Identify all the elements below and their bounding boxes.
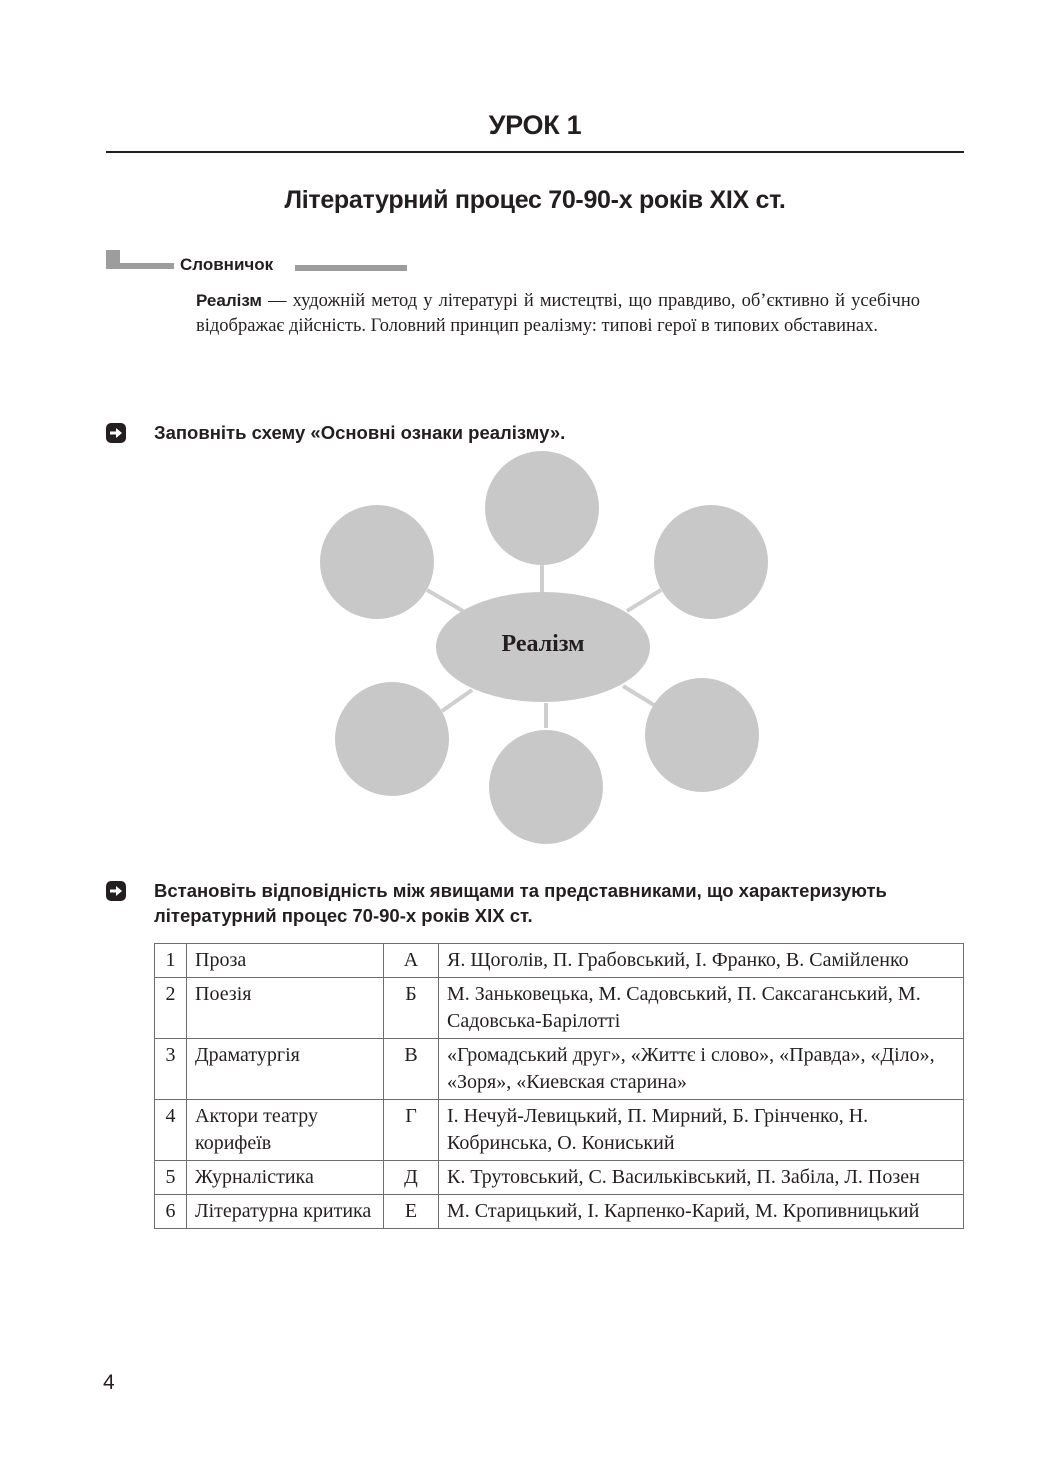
task-instruction: Заповніть схему «Основні ознаки реалізму».: [154, 422, 566, 443]
task-instruction-line-2: літературний процес 70-90-х років XIX ст.: [154, 904, 533, 926]
table-row: [155, 1039, 964, 1100]
topic-title: Літературний процес 70-90-х років XIX ст.: [284, 186, 786, 214]
empty-circle-lower-left[interactable]: [335, 682, 449, 796]
empty-circle-upper-right[interactable]: [654, 505, 768, 619]
page-number: 4: [103, 1371, 115, 1394]
representatives-cell: М. Заньковецька, М. Садовський, П. Саксаганський, М. Садовська-Барілотті: [439, 978, 964, 1039]
matching-table: [154, 943, 964, 1229]
representatives-cell: М. Старицький, І. Карпенко-Карий, М. Кропивницький: [439, 1195, 964, 1229]
row-number: 1: [155, 944, 187, 978]
table-row: [155, 978, 964, 1039]
empty-circle-top[interactable]: [485, 451, 599, 565]
option-letter: Б: [384, 978, 439, 1039]
option-letter: Е: [384, 1195, 439, 1229]
row-number: 6: [155, 1195, 187, 1229]
arrow-right-icon: [106, 881, 126, 901]
row-number: 5: [155, 1161, 187, 1195]
representatives-cell: К. Трутовський, С. Васильківський, П. Забіла, Л. Позен: [439, 1161, 964, 1195]
representatives-cell: Я. Щоголів, П. Грабовський, І. Франко, В. Самійленко: [439, 944, 964, 978]
connector-line: [623, 686, 654, 705]
table-row: [155, 1195, 964, 1229]
representatives-cell: «Громадський друг», «Життє і слово», «Правда», «Діло», «Зоря», «Киевская старина»: [439, 1039, 964, 1100]
task-instruction-line-1: Встановіть відповідність між явищами та представниками, що характеризують: [154, 880, 887, 901]
glossary-term: Реалізм: [196, 291, 262, 310]
connector-line: [442, 690, 472, 711]
option-letter: А: [384, 944, 439, 978]
representatives-cell: І. Нечуй-Левицький, П. Мирний, Б. Грінченко, Н. Кобринська, О. Кониський: [439, 1100, 964, 1161]
empty-circle-lower-right[interactable]: [645, 678, 759, 792]
table-row: [155, 1100, 964, 1161]
empty-circle-upper-left[interactable]: [320, 505, 434, 619]
connector-line: [427, 590, 463, 611]
option-letter: В: [384, 1039, 439, 1100]
row-number: 4: [155, 1100, 187, 1161]
table-row: [155, 1161, 964, 1195]
phenomenon-cell: Актори театру корифеїв: [187, 1100, 384, 1161]
glossary-heading: Словничок: [180, 255, 274, 274]
option-letter: Г: [384, 1100, 439, 1161]
lesson-title: УРОК 1: [488, 110, 582, 140]
option-letter: Д: [384, 1161, 439, 1195]
phenomenon-cell: Літературна критика: [187, 1195, 384, 1229]
phenomenon-cell: Драматургія: [187, 1039, 384, 1100]
phenomenon-cell: Журналістика: [187, 1161, 384, 1195]
glossary-definition-text: — художній метод у літературі й мистецтві, що правдиво, об’єктивно й усебічно відображає дійсність. Головний принцип реалізму: типові герої в типових обставинах.: [196, 291, 920, 336]
connector-line: [627, 590, 661, 611]
phenomenon-cell: Проза: [187, 944, 384, 978]
phenomenon-cell: Поезія: [187, 978, 384, 1039]
empty-circle-bottom[interactable]: [489, 730, 603, 844]
center-label: Реалізм: [501, 631, 585, 657]
table-row: [155, 944, 964, 978]
row-number: 2: [155, 978, 187, 1039]
row-number: 3: [155, 1039, 187, 1100]
